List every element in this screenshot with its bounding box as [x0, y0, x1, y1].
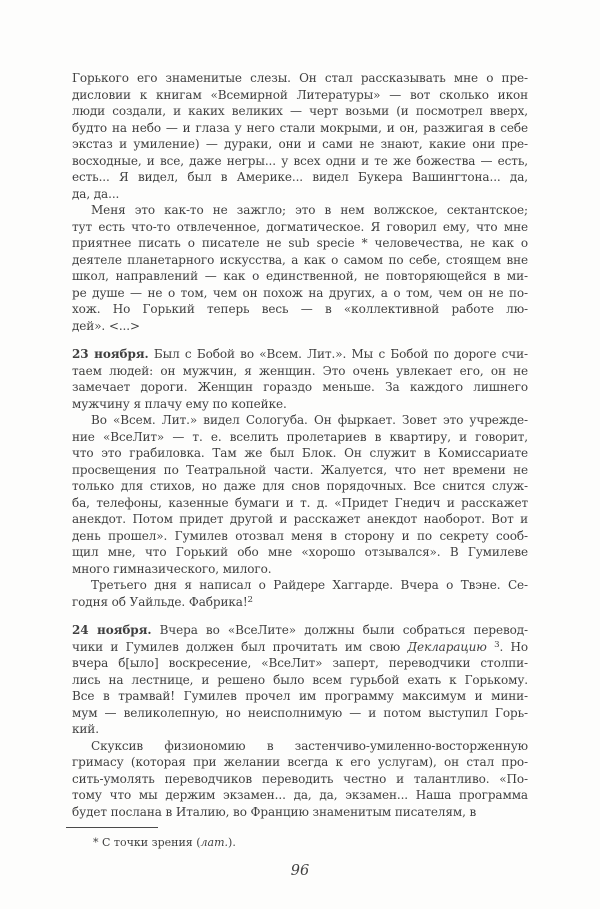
footnote-line [72, 836, 528, 850]
text-line [72, 672, 528, 689]
text-line [72, 511, 528, 528]
text-line [72, 688, 528, 705]
text-segment: * С точки зрения ( [93, 836, 201, 849]
text-line [72, 103, 528, 120]
paragraph-2 [72, 202, 528, 334]
text-segment: чики и Гумилев должен был прочитать им свою [72, 639, 408, 654]
footnote-reference: 3 [494, 639, 500, 650]
text-line [72, 396, 528, 413]
text-line [72, 561, 528, 578]
page-number: 96 [290, 863, 310, 879]
paragraph-3 [72, 346, 528, 412]
text-segment: . Но [499, 639, 529, 654]
text-segment: мужчину я плачу ему по копейке. [72, 396, 287, 411]
paragraph-5 [72, 577, 528, 610]
text-line [72, 285, 528, 302]
text-segment: гримасу (которая при желании всегда к его услугам), он стал про- [72, 755, 528, 769]
text-segment: что это грабиловка. Там же был Блок. Он служит в Комиссариате [72, 446, 528, 460]
text-line [72, 379, 528, 396]
text-line [72, 738, 528, 755]
text-segment: дей». <...> [72, 318, 140, 333]
text-line [72, 202, 528, 219]
text-segment: лат. [200, 836, 229, 849]
text-segment: Третьего дня я написал о Райдере Хаггарде. Вчера о Твэне. Се- [91, 578, 528, 592]
text-line [72, 754, 528, 771]
text-line [72, 169, 528, 186]
text-segment: Во «Всем. Лит.» видел Сологуба. Он фыркает. Зовет это учрежде- [91, 413, 528, 427]
text-segment: анекдот. Потом придет другой и расскажет анекдот наоборот. Вот и [72, 512, 528, 526]
text-segment: экстаз и умиление) — дураки, они и сами не знают, какие они пре- [72, 137, 528, 151]
text-segment: хож. Но Горький теперь весь — в «коллективной работе лю- [72, 302, 528, 316]
text-segment: лись на лестнице, и решено было всем гурьбой ехать к Горькому. [72, 672, 528, 687]
text-segment: приятнее писать о писателе не sub specie * человечества, не как о [72, 236, 528, 250]
text-segment: Меня это как-то не зажгло; это в нем волжское, сектантское; [91, 203, 528, 217]
text-segment [487, 640, 494, 654]
text-segment: Декларацию [407, 639, 487, 654]
footnote-reference: 2 [247, 594, 253, 605]
text-segment: ре душе — не о том, чем он похож на других, а о том, чем он не по- [72, 285, 528, 300]
text-line [72, 363, 528, 380]
text-segment: просвещения по Театральной части. Жалуется, что нет времени не [72, 462, 528, 477]
text-segment: замечает дороги. Женщин гораздо меньше. За каждого лишнего [72, 380, 528, 394]
text-segment: будто на небо — и глаза у него стали мокрыми, и он, разжигая в себе [72, 120, 528, 135]
text-segment: таем людей: он мужчин, я женщин. Это очень увлекает его, он не [72, 363, 528, 378]
text-line [72, 495, 528, 512]
text-line [72, 478, 528, 495]
text-line [72, 787, 528, 804]
text-line [72, 655, 528, 672]
text-line [72, 87, 528, 104]
text-line [72, 705, 528, 722]
text-line [72, 544, 528, 561]
text-line [72, 429, 528, 446]
text-line [72, 219, 528, 236]
text-segment: Был с Бобой во «Всем. Лит.». Мы с Бобой по дороге счи- [148, 347, 528, 361]
text-segment: тут есть что-то отвлеченное, догматическое. Я говорил ему, что мне [72, 219, 528, 234]
text-segment: Горького его знаменитые слезы. Он стал рассказывать мне о пре- [72, 71, 528, 85]
footnote-divider [66, 827, 158, 828]
footnote [72, 836, 528, 850]
text-segment: будет послана в Италию, во Францию знаменитым писателям, в [72, 804, 477, 819]
text-segment: ба, телефоны, казенные бумаги и т. д. «Придет Гнедич и расскажет [72, 495, 528, 510]
text-line [72, 186, 528, 203]
paragraph-1 [72, 70, 528, 202]
text-line [72, 622, 528, 639]
text-line [72, 235, 528, 252]
text-line [72, 70, 528, 87]
date-heading: 24 ноября. [72, 623, 152, 637]
text-line [72, 301, 528, 318]
text-line [72, 346, 528, 363]
text-segment: Скуксив физиономию в застенчиво-умиленно-восторженную [91, 738, 528, 753]
text-line [72, 445, 528, 462]
text-segment: есть... Я видел, был в Америке... видел Букера Вашингтона... да, [72, 170, 528, 184]
text-segment: день прошел». Гумилев отозвал меня в сторону и по секрету сооб- [72, 528, 528, 543]
text-segment: годня об Уайльде. Фабрика! [72, 594, 248, 609]
body-text [72, 70, 528, 820]
paragraph-6 [72, 622, 528, 738]
text-segment: много гимназического, милого. [72, 561, 272, 576]
text-segment: только для стихов, но даже для снов порядочных. Все снится служ- [72, 479, 528, 493]
text-segment: да, да... [72, 186, 120, 201]
text-segment: восходные, и все, даже негры... у всех одни и те же божества — есть, [72, 153, 528, 168]
text-line [72, 721, 528, 738]
text-line [72, 462, 528, 479]
text-segment: вчера б[ыло] воскресение, «ВсеЛит» заперт, переводчики столпи- [72, 656, 528, 670]
text-segment: Вчера во «ВсеЛите» должны были собраться перевод- [151, 623, 528, 637]
text-segment: щил мне, что Горький обо мне «хорошо отзывался». В Гумилеве [72, 545, 528, 559]
text-segment: тому что мы держим экзамен... да, да, экзамен... Наша программа [72, 788, 528, 802]
text-segment: мум — великолепную, но неисполнимую — и потом выступил Горь- [72, 705, 528, 720]
text-line [72, 268, 528, 285]
text-line [72, 318, 528, 335]
text-line [72, 804, 528, 821]
text-line [72, 771, 528, 788]
text-line [72, 594, 528, 611]
text-segment: люди создали, и каких великих — черт возьми (и посмотрел вверх, [72, 104, 528, 118]
text-segment: сить-умолять переводчиков переводить честно и талантливо. «По- [72, 771, 528, 786]
text-line [72, 252, 528, 269]
text-segment: деятеле планетарного искусства, а как о самом по себе, стоящем вне [72, 252, 528, 267]
text-line [72, 136, 528, 153]
paragraph-7 [72, 738, 528, 821]
text-line [72, 153, 528, 170]
paragraph-4 [72, 412, 528, 577]
text-segment: дисловии к книгам «Всемирной Литературы» — вот сколько икон [72, 87, 528, 102]
text-line [72, 528, 528, 545]
date-heading: 23 ноября. [72, 347, 149, 361]
text-segment: ние «ВсеЛит» — т. е. вселить пролетариев в квартиру, и говорит, [72, 429, 528, 444]
text-segment: кий. [72, 722, 99, 736]
text-segment: ). [228, 836, 236, 849]
text-line [72, 639, 528, 656]
text-line [72, 577, 528, 594]
text-line [72, 120, 528, 137]
text-segment: Все в трамвай! Гумилев прочел им программу максимум и мини- [72, 689, 528, 703]
text-segment: школ, направлений — как о единственной, не повторяющейся в ми- [72, 269, 528, 283]
text-line [72, 412, 528, 429]
